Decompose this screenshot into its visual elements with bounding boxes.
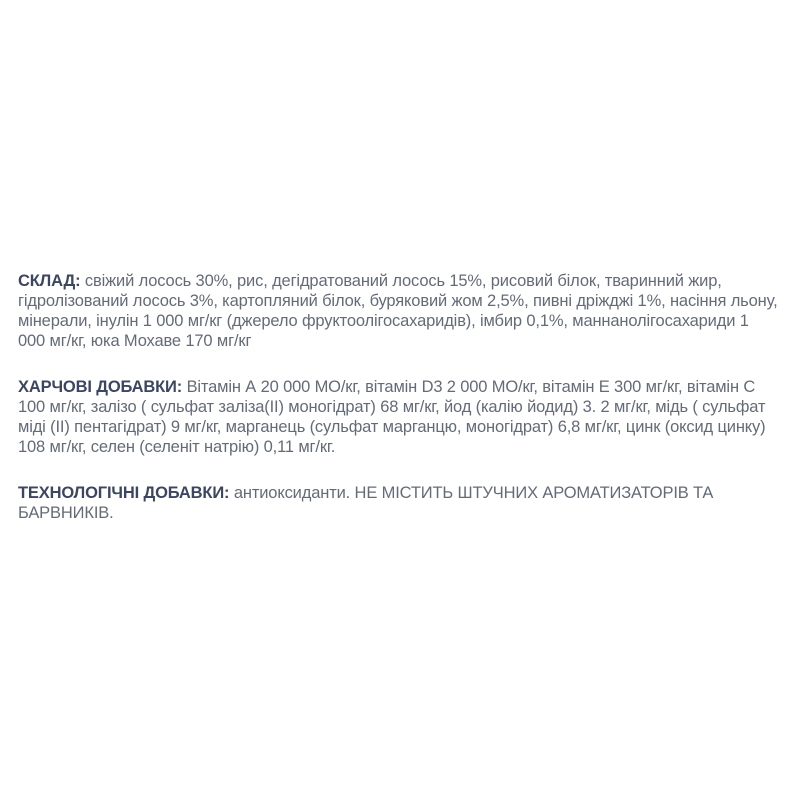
nutritional-additives-text: Вітамін А 20 000 МО/кг, вітамін D3 2 000 МО/кг, вітамін Е 300 мг/кг, вітамін С 100 мг/кг, залізо ( сульфат заліза(II) моногідрат) 68 мг/кг, йод (калію йодид) 3. 2 мг/кг, мідь ( сульфат міді (II) пентагідрат) 9 мг/кг, марганець (сульфат марганцю, моногідрат) 6,8 мг/кг, цинк (оксид цинку) 108 мг/кг, селен (селеніт натрію) 0,11 мг/кг. — [18, 378, 766, 456]
nutritional-additives-paragraph — [18, 377, 780, 457]
technological-additives-heading: ТЕХНОЛОГІЧНІ ДОБАВКИ: — [18, 484, 230, 502]
nutritional-additives-heading: ХАРЧОВІ ДОБАВКИ: — [18, 378, 183, 396]
technological-additives-paragraph — [18, 483, 780, 523]
technological-additives-text: антиоксиданти. НЕ МІСТИТЬ ШТУЧНИХ АРОМАТИЗАТОРІВ ТА БАРВНИКІВ. — [18, 484, 714, 522]
ingredients-text: свіжий лосось 30%, рис, дегідратований лосось 15%, рисовий білок, тваринний жир, гідролізований лосось 3%, картопляний білок, буряковий жом 2,5%, пивні дріжджі 1%, насіння льону, мінерали, інулін 1 000 мг/кг (джерело фруктоолігосахаридів), імбир 0,1%, маннанолігосахариди 1 000 мг/кг, юка Мохаве 170 мг/кг — [18, 272, 778, 350]
ingredients-heading: СКЛАД: — [18, 272, 81, 290]
product-description — [18, 271, 780, 549]
ingredients-paragraph — [18, 271, 780, 351]
